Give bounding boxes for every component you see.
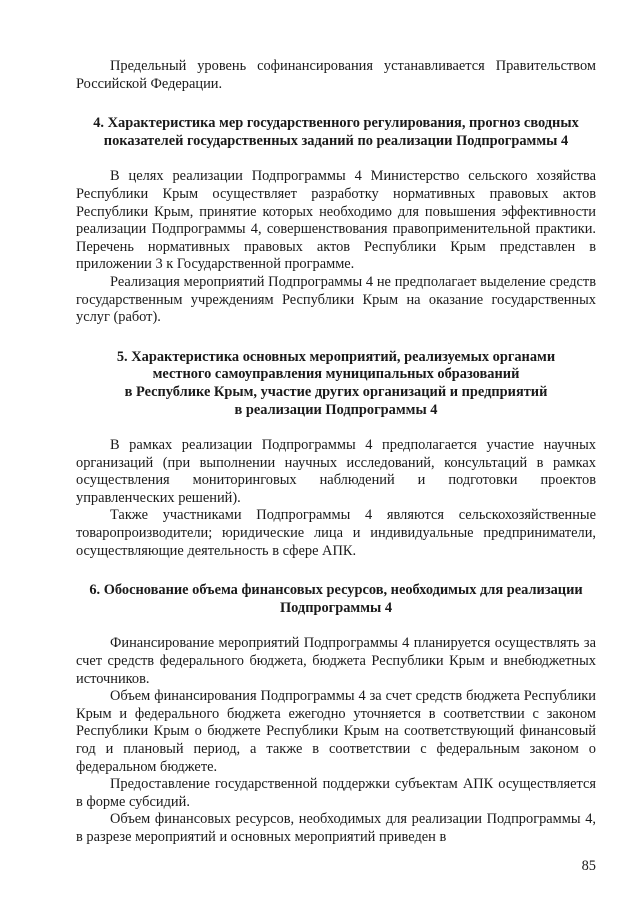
section-4-heading: 4. Характеристика мер государственного регулирования, прогноз сводных показателей государственных заданий по реализации Подпрограммы 4 [93,115,579,149]
section-6-heading: 6. Обоснование объема финансовых ресурсов, необходимых для реализации Подпрограммы 4 [89,582,583,616]
page-number: 85 [581,858,596,874]
section-6-paragraph-1: Финансирование мероприятий Подпрограммы 4 планируется осуществлять за счет средств федерального бюджета, бюджета Республики Крым и внебюджетных источников. [76,635,596,687]
section-6-paragraph-3: Предоставление государственной поддержки субъектам АПК осуществляется в форме субсидий. [76,776,596,810]
section-5-heading-line-3: в Республике Крым, участие других организаций и предприятий [124,383,548,400]
section-4-paragraph-2: Реализация мероприятий Подпрограммы 4 не предполагает выделение средств государственным учреждениям Республики Крым на оказание государственных услуг (работ). [76,273,596,326]
section-6-paragraph-2: Объем финансирования Подпрограммы 4 за счет средств бюджета Республики Крым и федерального бюджета ежегодно уточняется в соответствии с законом Республики Крым о бюджете Республики Крым на соответствующий финансовый год и плановый период, а также в соответствии с федеральным законом о федеральном бюджете. [76,688,596,775]
section-5-heading-line-2: местного самоуправления муниципальных образований [152,366,520,383]
document-body [76,58,596,847]
section-5-paragraph-1: В рамках реализации Подпрограммы 4 предполагается участие научных организаций (при выполнении научных исследований, консультаций в рамках осуществления мониторинговых наблюдений и подготовки проектов управленческих решений). [76,437,596,506]
section-5-heading [76,349,596,419]
section-5-heading-line-4: в реализации Подпрограммы 4 [234,401,438,418]
section-5-paragraph-2: Также участниками Подпрограммы 4 являются сельскохозяйственные товаропроизводители; юридические лица и индивидуальные предприниматели, осуществляющие деятельность в сфере АПК. [76,507,596,559]
intro-paragraph: Предельный уровень софинансирования устанавливается Правительством Российской Федерации. [76,58,596,92]
section-4-paragraph-1: В целях реализации Подпрограммы 4 Министерство сельского хозяйства Республики Крым осуществляет разработку нормативных правовых актов Республики Крым, принятие которых необходимо для повышения эффективности реализации Подпрограммы 4, совершенствования правоприменительной практики. Перечень нормативных правовых актов Республики Крым представлен в приложении 3 к Государственной программе. [76,168,596,273]
section-6-paragraph-4: Объем финансовых ресурсов, необходимых для реализации Подпрограммы 4, в разрезе мероприятий и основных мероприятий приведен в [76,811,596,845]
section-5-heading-line-1: 5. Характеристика основных мероприятий, реализуемых органами [116,348,556,365]
